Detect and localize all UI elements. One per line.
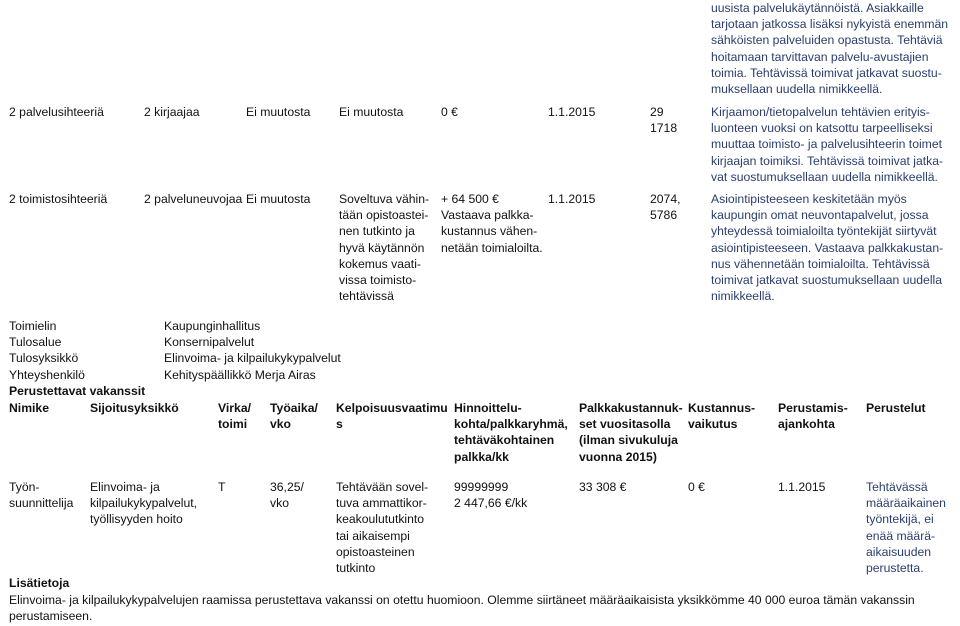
header-line: Kustannus- [688,401,756,415]
c4-line: nen tutkinto ja [339,224,415,239]
header-virka [218,400,251,432]
note-line: tarjotaan jatkossa lisäksi nykyistä enemmän [711,17,949,32]
cell-line: opistoasteinen [336,544,415,559]
header-line: (ilman sivukuluja [579,433,678,448]
cell-line: tutkinto [336,561,376,576]
vacancy-virka: T [218,480,226,494]
cell-line: Tehtävässä [866,480,928,494]
row1-date: 1.1.2015 [548,105,596,119]
vacancy-hinnoittelu [454,479,527,511]
row2-num [650,191,681,223]
cell-line: tai aikaisempi [336,528,410,543]
header-kustannus [688,400,755,432]
note-line: hoitamaan tarvittavan palvelu-avustajien [711,49,929,64]
vacancy-perustelut [866,479,946,576]
row1-cost: 0 € [441,105,458,119]
c4-line: vissa toimisto- [339,273,417,288]
note-line: luonteen vuoksi on katsottu tarpeelliseksi [711,121,933,136]
note-line: kirjaajan toimiksi. Tehtävissä toimivat jatka- [711,153,944,168]
vacancy-palkkakust: 33 308 € [579,480,627,494]
vacancy-perustamis: 1.1.2015 [778,480,826,494]
info-values [164,318,341,383]
note-line: kaupungin omat neuvontapalvelut, jossa [711,208,929,223]
header-line: ajankohta [778,417,835,432]
cell-line: enää määrä- [866,528,936,543]
c4-line: tehtävissä [339,289,394,304]
header-line: Palkkakustannuk- [579,401,683,415]
row1-c4: Ei muutosta [339,105,404,119]
info-value-toimielin: Kaupunginhallitus [164,319,261,333]
cell-line: Työn- [9,480,40,494]
cell-line: työntekijä, ei [866,512,934,527]
lisatietoja-line: perustamiseen. [9,609,93,624]
vacancy-kustannus: 0 € [688,480,705,494]
note-line: toimia. Tehtävissä toimivat jatkavat suostu- [711,65,942,80]
info-label-tulosyksikko: Tulosyksikkö [9,351,79,366]
row1-note [711,104,943,185]
lisatietoja-title: Lisätietoja [9,576,70,590]
info-value-tulosalue: Konsernipalvelut [164,335,255,350]
cell-line: työllisyyden hoito [90,512,183,527]
row2-nimike: 2 toimistosihteeriä [9,192,108,206]
cell-line: tuva ammattikor- [336,496,427,511]
cell-line: määräaikainen [866,496,946,511]
header-line: kohta/palkkaryhmä, [454,417,568,432]
row1-muutos: 2 kirjaajaa [144,105,200,119]
info-value-yhteyshenkilo: Kehityspäällikkö Merja Airas [164,367,316,382]
cell-line: kilpailukykypalvelut, [90,496,198,511]
row2-c4 [339,191,429,304]
header-nimike: Nimike [9,401,49,415]
note-line: nus vähennetään toimialoilta. Tehtävissä [711,256,930,271]
vacancy-sijoitus [90,479,197,528]
cell-line: aikaisuuden [866,544,932,559]
row0-note [711,0,948,97]
header-line: Työaika/ [270,401,318,415]
header-line: Perustamis- [778,401,848,415]
row2-cost [441,191,543,256]
header-line: Hinnoittelu- [454,401,522,415]
num-line: 29 [650,105,664,119]
note-line: Asiointipisteeseen keskitetään myös [711,192,907,206]
cell-line: 36,25/ [270,480,304,494]
info-label-tulosalue: Tulosalue [9,335,62,350]
header-line: vuonna 2015) [579,449,657,464]
c4-line: kokemus vaati- [339,256,421,271]
cell-line: 99999999 [454,480,509,494]
header-perustamis [778,400,848,432]
header-hinnoittelu [454,400,568,465]
row2-c3: Ei muutosta [246,192,311,206]
header-perustelut: Perustelut [866,401,926,415]
header-line: palkka/kk [454,449,509,464]
row1-nimike: 2 palvelusihteeriä [9,105,104,119]
row2-date: 1.1.2015 [548,192,596,206]
cost-line: netään toimialoilta. [441,240,543,255]
note-line: nimikkeellä. [711,289,775,304]
num-line: 2074, [650,192,681,206]
cell-line: 2 447,66 €/kk [454,496,528,511]
header-palkkakust [579,400,683,465]
lisatietoja-line: Elinvoima- ja kilpailukykypalvelujen raamissa perustettava vakanssi on otettu huomioon. Olemme siirtäneet määräaikaisista yksikkömme 40 000 euroa tämän vakanssin [9,593,915,607]
cell-line: vko [270,496,289,511]
info-label-toimielin: Toimielin [9,319,57,333]
cost-line: Vastaava palkka- [441,208,534,223]
header-line: toimi [218,417,248,432]
c4-line: Soveltuva vähin- [339,192,430,206]
note-line: uusista palvelukäytännöistä. Asiakkaille [711,1,924,15]
info-value-tulosyksikko: Elinvoima- ja kilpailukykypalvelut [164,351,341,366]
note-line: yhteydessä toimialoilta työntekijät siirtyvät [711,224,937,239]
note-line: sähköisten palveluiden opastusta. Tehtäviä [711,33,943,48]
c4-line: hyvä käytännön [339,240,425,255]
row2-note [711,191,943,304]
header-line: vaikutus [688,417,738,432]
note-line: toimivat jatkavat suostumuksellaan uudella [711,273,943,288]
note-line: asiointipisteeseen. Vastaava palkkakustan- [711,240,944,255]
row1-c3: Ei muutosta [246,105,311,119]
info-labels [9,318,85,383]
vacancies-title: Perustettavat vakanssit [9,384,146,398]
cell-line: keakoulututkinto [336,512,425,527]
row1-num [650,104,677,136]
header-line: tehtäväkohtainen [454,433,555,448]
cell-line: perustetta. [866,561,924,576]
cell-line: Elinvoima- ja [90,480,160,494]
num-line: 5786 [650,208,678,223]
note-line: Kirjaamon/tietopalvelun tehtävien erityis- [711,105,930,119]
header-line: Virka/ [218,401,251,415]
vacancy-kelpoisuus [336,479,428,576]
header-line: set vuositasolla [579,417,671,432]
cell-line: Tehtävään sovel- [336,480,429,494]
row2-muutos: 2 palveluneuvojaa [144,192,243,206]
vacancy-nimike [9,479,73,511]
header-line: vko [270,417,292,432]
num-line: 1718 [650,121,678,136]
header-kelpoisuus [336,400,448,432]
lisatietoja-text [9,592,915,624]
note-line: muuttaa toimisto- ja palvelusihteerin toimet [711,137,942,152]
cost-line: kustannus vähen- [441,224,538,239]
vacancy-tyoaika [270,479,304,511]
cell-line: suunnittelija [9,496,74,511]
header-sijoitus: Sijoitusyksikkö [90,401,179,415]
header-line: Kelpoisuusvaatimu [336,401,448,415]
header-line: s [336,417,343,432]
cost-line: + 64 500 € [441,192,499,206]
note-line: vat suostumuksellaan uudella nimikkeellä. [711,169,938,184]
header-tyoaika [270,400,318,432]
c4-line: tään opistoastei- [339,208,429,223]
note-line: muksellaan uudella nimikkeellä. [711,82,883,97]
info-label-yhteyshenkilo: Yhteyshenkilö [9,367,85,382]
